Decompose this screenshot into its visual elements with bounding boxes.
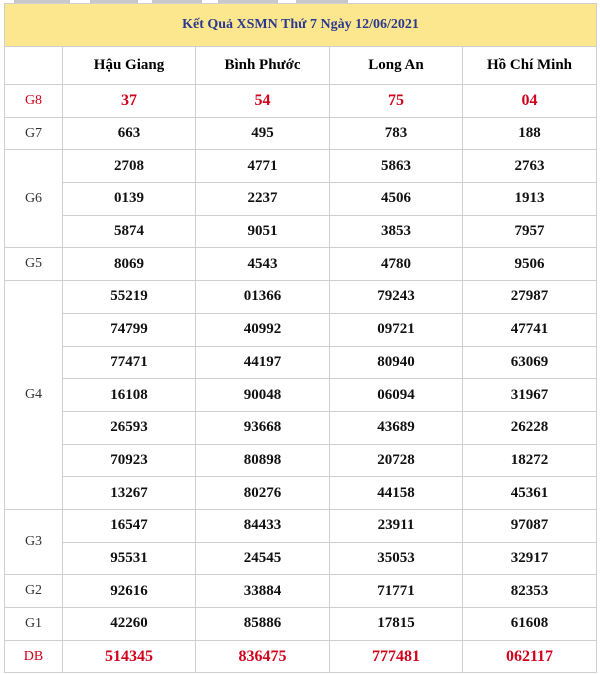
result-number: 43689: [330, 411, 463, 444]
result-number: 95531: [63, 542, 196, 575]
result-number: 26228: [463, 411, 597, 444]
prize-label: DB: [5, 640, 63, 673]
result-number: 01366: [196, 281, 330, 314]
result-number: 74799: [63, 313, 196, 346]
result-number: 06094: [330, 379, 463, 412]
result-number: 04: [463, 85, 597, 118]
result-number: 2763: [463, 150, 597, 183]
result-number: 2237: [196, 183, 330, 216]
result-number: 80940: [330, 346, 463, 379]
results-title: Kết Quả XSMN Thứ 7 Ngày 12/06/2021: [5, 4, 597, 47]
prize-row-g7: [5, 117, 597, 150]
result-number: 836475: [196, 640, 330, 673]
result-number: 17815: [330, 608, 463, 641]
result-number: 44197: [196, 346, 330, 379]
result-number: 44158: [330, 477, 463, 510]
result-number: 31967: [463, 379, 597, 412]
result-number: 495: [196, 117, 330, 150]
result-number: 32917: [463, 542, 597, 575]
prize-label: G1: [5, 608, 63, 641]
province-header: Bình Phước: [196, 47, 330, 85]
result-number: 514345: [63, 640, 196, 673]
province-header: Hồ Chí Minh: [463, 47, 597, 85]
prize-row-g6: [5, 183, 597, 216]
result-number: 1913: [463, 183, 597, 216]
result-number: 47741: [463, 313, 597, 346]
prize-label: G4: [5, 281, 63, 510]
result-number: 82353: [463, 575, 597, 608]
result-number: 3853: [330, 215, 463, 248]
result-number: 4780: [330, 248, 463, 281]
prize-row-g1: [5, 608, 597, 641]
province-header: Long An: [330, 47, 463, 85]
prize-row-g3: [5, 542, 597, 575]
prize-row-g4: [5, 444, 597, 477]
prize-row-g4: [5, 346, 597, 379]
prize-label: G6: [5, 150, 63, 248]
prize-label: G5: [5, 248, 63, 281]
prize-row-g4: [5, 411, 597, 444]
prize-row-g6: [5, 215, 597, 248]
prize-header-blank: [5, 47, 63, 85]
result-number: 062117: [463, 640, 597, 673]
result-number: 8069: [63, 248, 196, 281]
result-number: 2708: [63, 150, 196, 183]
result-number: 20728: [330, 444, 463, 477]
result-number: 33884: [196, 575, 330, 608]
prize-label: G8: [5, 85, 63, 118]
result-number: 4506: [330, 183, 463, 216]
result-number: 16547: [63, 509, 196, 542]
prize-row-g6: [5, 150, 597, 183]
result-number: 0139: [63, 183, 196, 216]
result-number: 09721: [330, 313, 463, 346]
result-number: 783: [330, 117, 463, 150]
result-number: 13267: [63, 477, 196, 510]
prize-row-g4: [5, 313, 597, 346]
result-number: 4543: [196, 248, 330, 281]
result-number: 77471: [63, 346, 196, 379]
results-body: [5, 85, 597, 673]
result-number: 188: [463, 117, 597, 150]
result-number: 54: [196, 85, 330, 118]
result-number: 97087: [463, 509, 597, 542]
result-number: 42260: [63, 608, 196, 641]
prize-label: G3: [5, 509, 63, 574]
result-number: 80898: [196, 444, 330, 477]
prize-row-db: [5, 640, 597, 673]
result-number: 27987: [463, 281, 597, 314]
result-number: 24545: [196, 542, 330, 575]
result-number: 5874: [63, 215, 196, 248]
result-number: 71771: [330, 575, 463, 608]
result-number: 5863: [330, 150, 463, 183]
result-number: 80276: [196, 477, 330, 510]
result-number: 18272: [463, 444, 597, 477]
result-number: 45361: [463, 477, 597, 510]
result-number: 85886: [196, 608, 330, 641]
result-number: 9051: [196, 215, 330, 248]
province-header: Hậu Giang: [63, 47, 196, 85]
result-number: 79243: [330, 281, 463, 314]
prize-label: G7: [5, 117, 63, 150]
result-number: 93668: [196, 411, 330, 444]
result-number: 37: [63, 85, 196, 118]
result-number: 777481: [330, 640, 463, 673]
result-number: 9506: [463, 248, 597, 281]
result-number: 23911: [330, 509, 463, 542]
prize-row-g4: [5, 379, 597, 412]
result-number: 55219: [63, 281, 196, 314]
result-number: 90048: [196, 379, 330, 412]
result-number: 92616: [63, 575, 196, 608]
result-number: 16108: [63, 379, 196, 412]
result-number: 4771: [196, 150, 330, 183]
prize-row-g4: [5, 477, 597, 510]
prize-row-g8: [5, 85, 597, 118]
lottery-results-table: [4, 3, 597, 673]
prize-row-g2: [5, 575, 597, 608]
result-number: 70923: [63, 444, 196, 477]
result-number: 663: [63, 117, 196, 150]
result-number: 40992: [196, 313, 330, 346]
prize-row-g3: [5, 509, 597, 542]
result-number: 61608: [463, 608, 597, 641]
result-number: 26593: [63, 411, 196, 444]
prize-row-g4: [5, 281, 597, 314]
result-number: 84433: [196, 509, 330, 542]
result-number: 63069: [463, 346, 597, 379]
result-number: 75: [330, 85, 463, 118]
prize-label: G2: [5, 575, 63, 608]
prize-row-g5: [5, 248, 597, 281]
province-header-row: [5, 47, 597, 85]
result-number: 7957: [463, 215, 597, 248]
result-number: 35053: [330, 542, 463, 575]
